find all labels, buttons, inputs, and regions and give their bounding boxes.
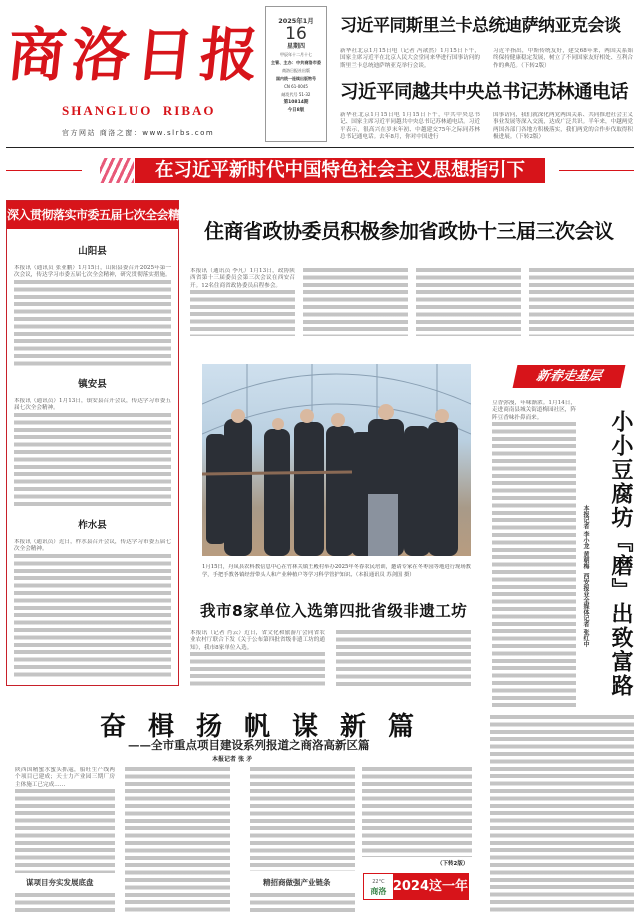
article-text: 新华社北京1月15日电 1月15日下午，中共中央总书记、国家主席习近平同越共中央总书记苏林通电话。习近平表示，很高兴在岁末年初、中越建交75年之际同苏林总书记通电话。去年8月，你对中国进行 [340, 112, 480, 141]
feature-tag-banner: 新春走基层 [513, 365, 626, 388]
date-box [265, 6, 327, 142]
cn-number: CN 61-0045 [284, 84, 308, 89]
page-count: 今日8版 [287, 108, 305, 113]
divider [559, 170, 634, 171]
banner-slashes [100, 158, 134, 183]
news-photo [202, 364, 471, 556]
badge-brand: 商洛 [370, 886, 387, 896]
section-title: 柞水县 [78, 520, 107, 531]
continued-note[interactable]: （下转2版） [437, 861, 469, 867]
article-text: 习近平指出，中斯传统友好，建交68年来，两国关系始终保持健康稳定发展，树立了不同国家友好相处、互利合作的典范。（下转2版） [493, 48, 633, 69]
weekday: 星期四 [286, 43, 305, 50]
date-day: 16 [285, 24, 307, 44]
project-subtitle: ——全市重点项目建设系列报道之商洛高新区篇 [128, 738, 370, 752]
publisher: 主管、主办：中共商洛市委 [270, 60, 322, 65]
badge-logo [364, 878, 393, 896]
serial-label: 国内统一连续出版物号 [276, 76, 316, 81]
article-text: 本报讯（通讯员）1月13日，镇安县召开会议，传达学习市委五届七次全会精神。 [14, 398, 171, 412]
project-headline[interactable]: 奋楫扬帆谋新篇 [100, 712, 437, 742]
date-year-month: 2025年1月 [278, 17, 314, 25]
article-text: 国事访问，我们就深化两党两国关系、共同推进社会主义事业发展等深入交流，达成广泛共识。半年来，中越两党两国各部门各地方积极落实，我们两党的合作步伐取得积极进展。（下转2版） [493, 112, 633, 141]
press: 商洛日报社出版 [282, 68, 310, 73]
divider [6, 170, 82, 171]
badge-text: 2024这一年 [393, 874, 468, 899]
article-text: 豆香弥漫，年味渐浓。1月14日，走进商南县城关街道梅园社区，阵阵豆香味扑鼻而来。 [492, 400, 576, 421]
newspaper-logo: 商洛日报 [4, 21, 268, 89]
article-text: 本报讯（记者 肖云）近日，省文化和旅游厅会同省农业农村厅联合下发《关于公布第四批省级非遗工坊的通知》，我市8家单位入选。 [190, 630, 325, 651]
postal-code: 邮发代号 51-32 [281, 92, 311, 97]
year-review-badge[interactable] [363, 873, 469, 900]
feature-title[interactable]: 小小豆腐坊『磨』出致富路 [608, 410, 633, 698]
badge-temp: 22°C [372, 878, 385, 885]
feature-byline: 本报记者 李小龙 黄朝梅 西安报业全媒体记者 张红中 [582, 505, 589, 648]
divider [6, 147, 634, 148]
main-headline[interactable]: 住商省政协委员积极参加省政协十三届三次会议 [204, 219, 614, 243]
article-text: 新华社北京1月15日电（记者 冯歆然）1月15日下午，国家主席习近平在北京人民大会堂同来华进行国事访问的斯里兰卡总统迪萨纳亚克举行会谈。 [340, 48, 480, 69]
special-column-box [6, 200, 192, 686]
article-text: 本报讯（通讯员 张亚鹏）1月15日，山阳县委召开2025年第一次会议，传达学习市委五届七次全会精神，研究贯彻落实措施。 [14, 265, 171, 279]
headline-vietnam[interactable]: 习近平同越共中央总书记苏林通电话 [340, 82, 629, 103]
headline-sri-lanka[interactable]: 习近平同斯里兰卡总统迪萨纳亚克会谈 [340, 16, 621, 36]
section-title: 镇安县 [78, 379, 107, 390]
article-text: 本报讯（通讯员 李凡）1月13日，政协陕西省第十三届委员会第三次会议在西安召开。12名住商省政协委员启程参会。 [190, 268, 295, 289]
heritage-headline[interactable]: 我市8家单位入选第四批省级非遗工坊 [200, 602, 468, 620]
section-title: 山阳县 [78, 246, 107, 257]
article-text: 本报讯（通讯员）近日，柞水县召开会议，传达学习市委五届七次全会精神。 [14, 539, 171, 553]
lunar-date: 甲辰年十二月十七 [280, 52, 312, 57]
subheading: 精招商做强产业链条 [263, 878, 331, 887]
theme-banner: 在习近平新时代中国特色社会主义思想指引下 [135, 158, 545, 183]
project-byline: 本报记者 张 矛 [212, 756, 253, 763]
subheading: 谋项目夯实发展底盘 [26, 878, 94, 887]
article-text: 陕西国精蜜水蜜头抓蔻，船旺生产线两个项目已建成；天士力产业园三期厂房主体施工已完成…… [15, 767, 115, 788]
website-link[interactable]: 官方网站 商洛之窗：www.slrbs.com [62, 129, 215, 137]
issue-number: 第10814期 [283, 100, 309, 105]
special-column-header: 深入贯彻落实市委五届七次全会精神 [7, 201, 178, 229]
greenhouse-scene [202, 364, 471, 556]
photo-caption: 1月15日，丹凤县农科教信息中心在竹林关镇王殿村举办2025年冬春农民培训，邀请专家在冬枣园等地进行现场教学，手把手教各镇经营带头人和产业种植户等学习科学管护知识。（本报通讯员 苏剑国 摄） [202, 564, 471, 578]
logo-pinyin: SHANGLUO RIBAO [62, 103, 216, 118]
